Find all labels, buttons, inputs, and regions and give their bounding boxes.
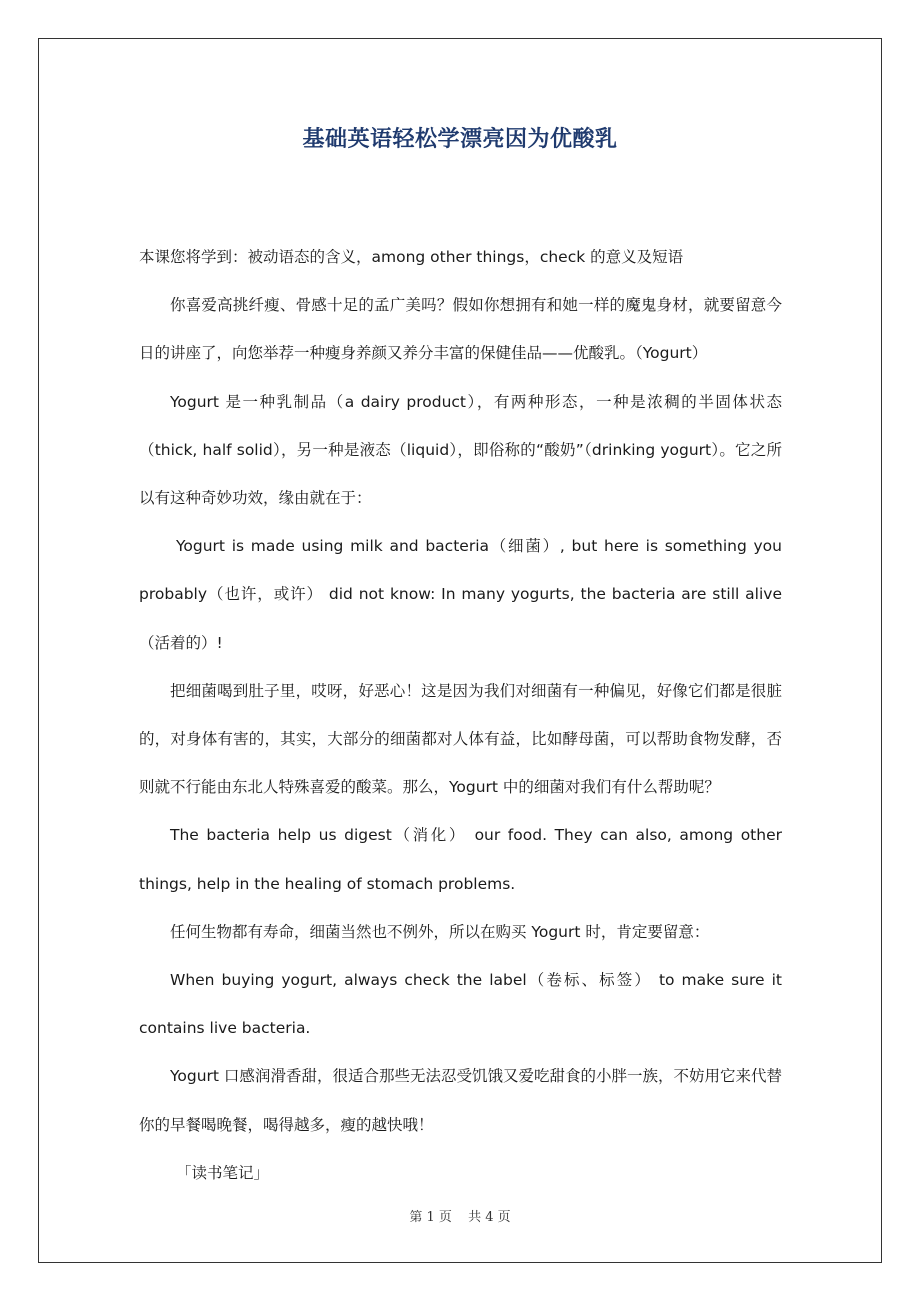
document-body — [139, 233, 782, 1197]
paragraph-2: Yogurt 是一种乳制品（a dairy product），有两种形态，一种是浓稠的半固体状态（thick, half solid），另一种是液态（liquid），即俗称的“酸奶”（drinking yogurt）。它之所以有这种奇妙功效，缘由就在于： — [139, 392, 782, 508]
page-footer — [0, 1206, 920, 1225]
paragraph-intro: 本课您将学到：被动语态的含义，among other things，check 的意义及短语 — [139, 248, 684, 266]
page-total: 共 4 页 — [468, 1210, 511, 1225]
paragraph-6: 任何生物都有寿命，细菌当然也不例外，所以在购买 Yogurt 时，肯定要留意： — [170, 922, 710, 941]
reading-notes-heading: 「读书笔记」 — [176, 1163, 270, 1182]
paragraph-1: 你喜爱高挑纤瘦、骨感十足的孟广美吗？假如你想拥有和她一样的魔鬼身材，就要留意今日的讲座了，向您举荐一种瘦身养颜又养分丰富的保健佳品——优酸乳。（Yogurt） — [139, 296, 782, 363]
paragraph-4: 把细菌喝到肚子里，哎呀，好恶心！这是因为我们对细菌有一种偏见，好像它们都是很脏的，对身体有害的，其实，大部分的细菌都对人体有益，比如酵母菌，可以帮助食物发酵，否则就不行能由东北人特殊喜爱的酸菜。那么，Yogurt 中的细菌对我们有什么帮助呢？ — [139, 681, 782, 797]
paragraph-7: When buying yogurt, always check the label（卷标、标签） to make sure it contains live bacteria. — [139, 971, 782, 1038]
document-title: 基础英语轻松学漂亮因为优酸乳 — [302, 127, 618, 152]
paragraph-3: Yogurt is made using milk and bacteria（细菌）, but here is something you probably（也许，或许） did not know: In many yogurts, the bacteria are still alive（活着的）! — [139, 537, 782, 652]
paragraph-8: Yogurt 口感润滑香甜，很适合那些无法忍受饥饿又爱吃甜食的小胖一族，不妨用它来代替你的早餐喝晚餐，喝得越多，瘦的越快哦！ — [139, 1067, 782, 1134]
page-number: 第 1 页 — [409, 1210, 452, 1225]
paragraph-5: The bacteria help us digest（消化） our food. They can also, among other things, help in the healing of stomach problems. — [139, 826, 782, 893]
